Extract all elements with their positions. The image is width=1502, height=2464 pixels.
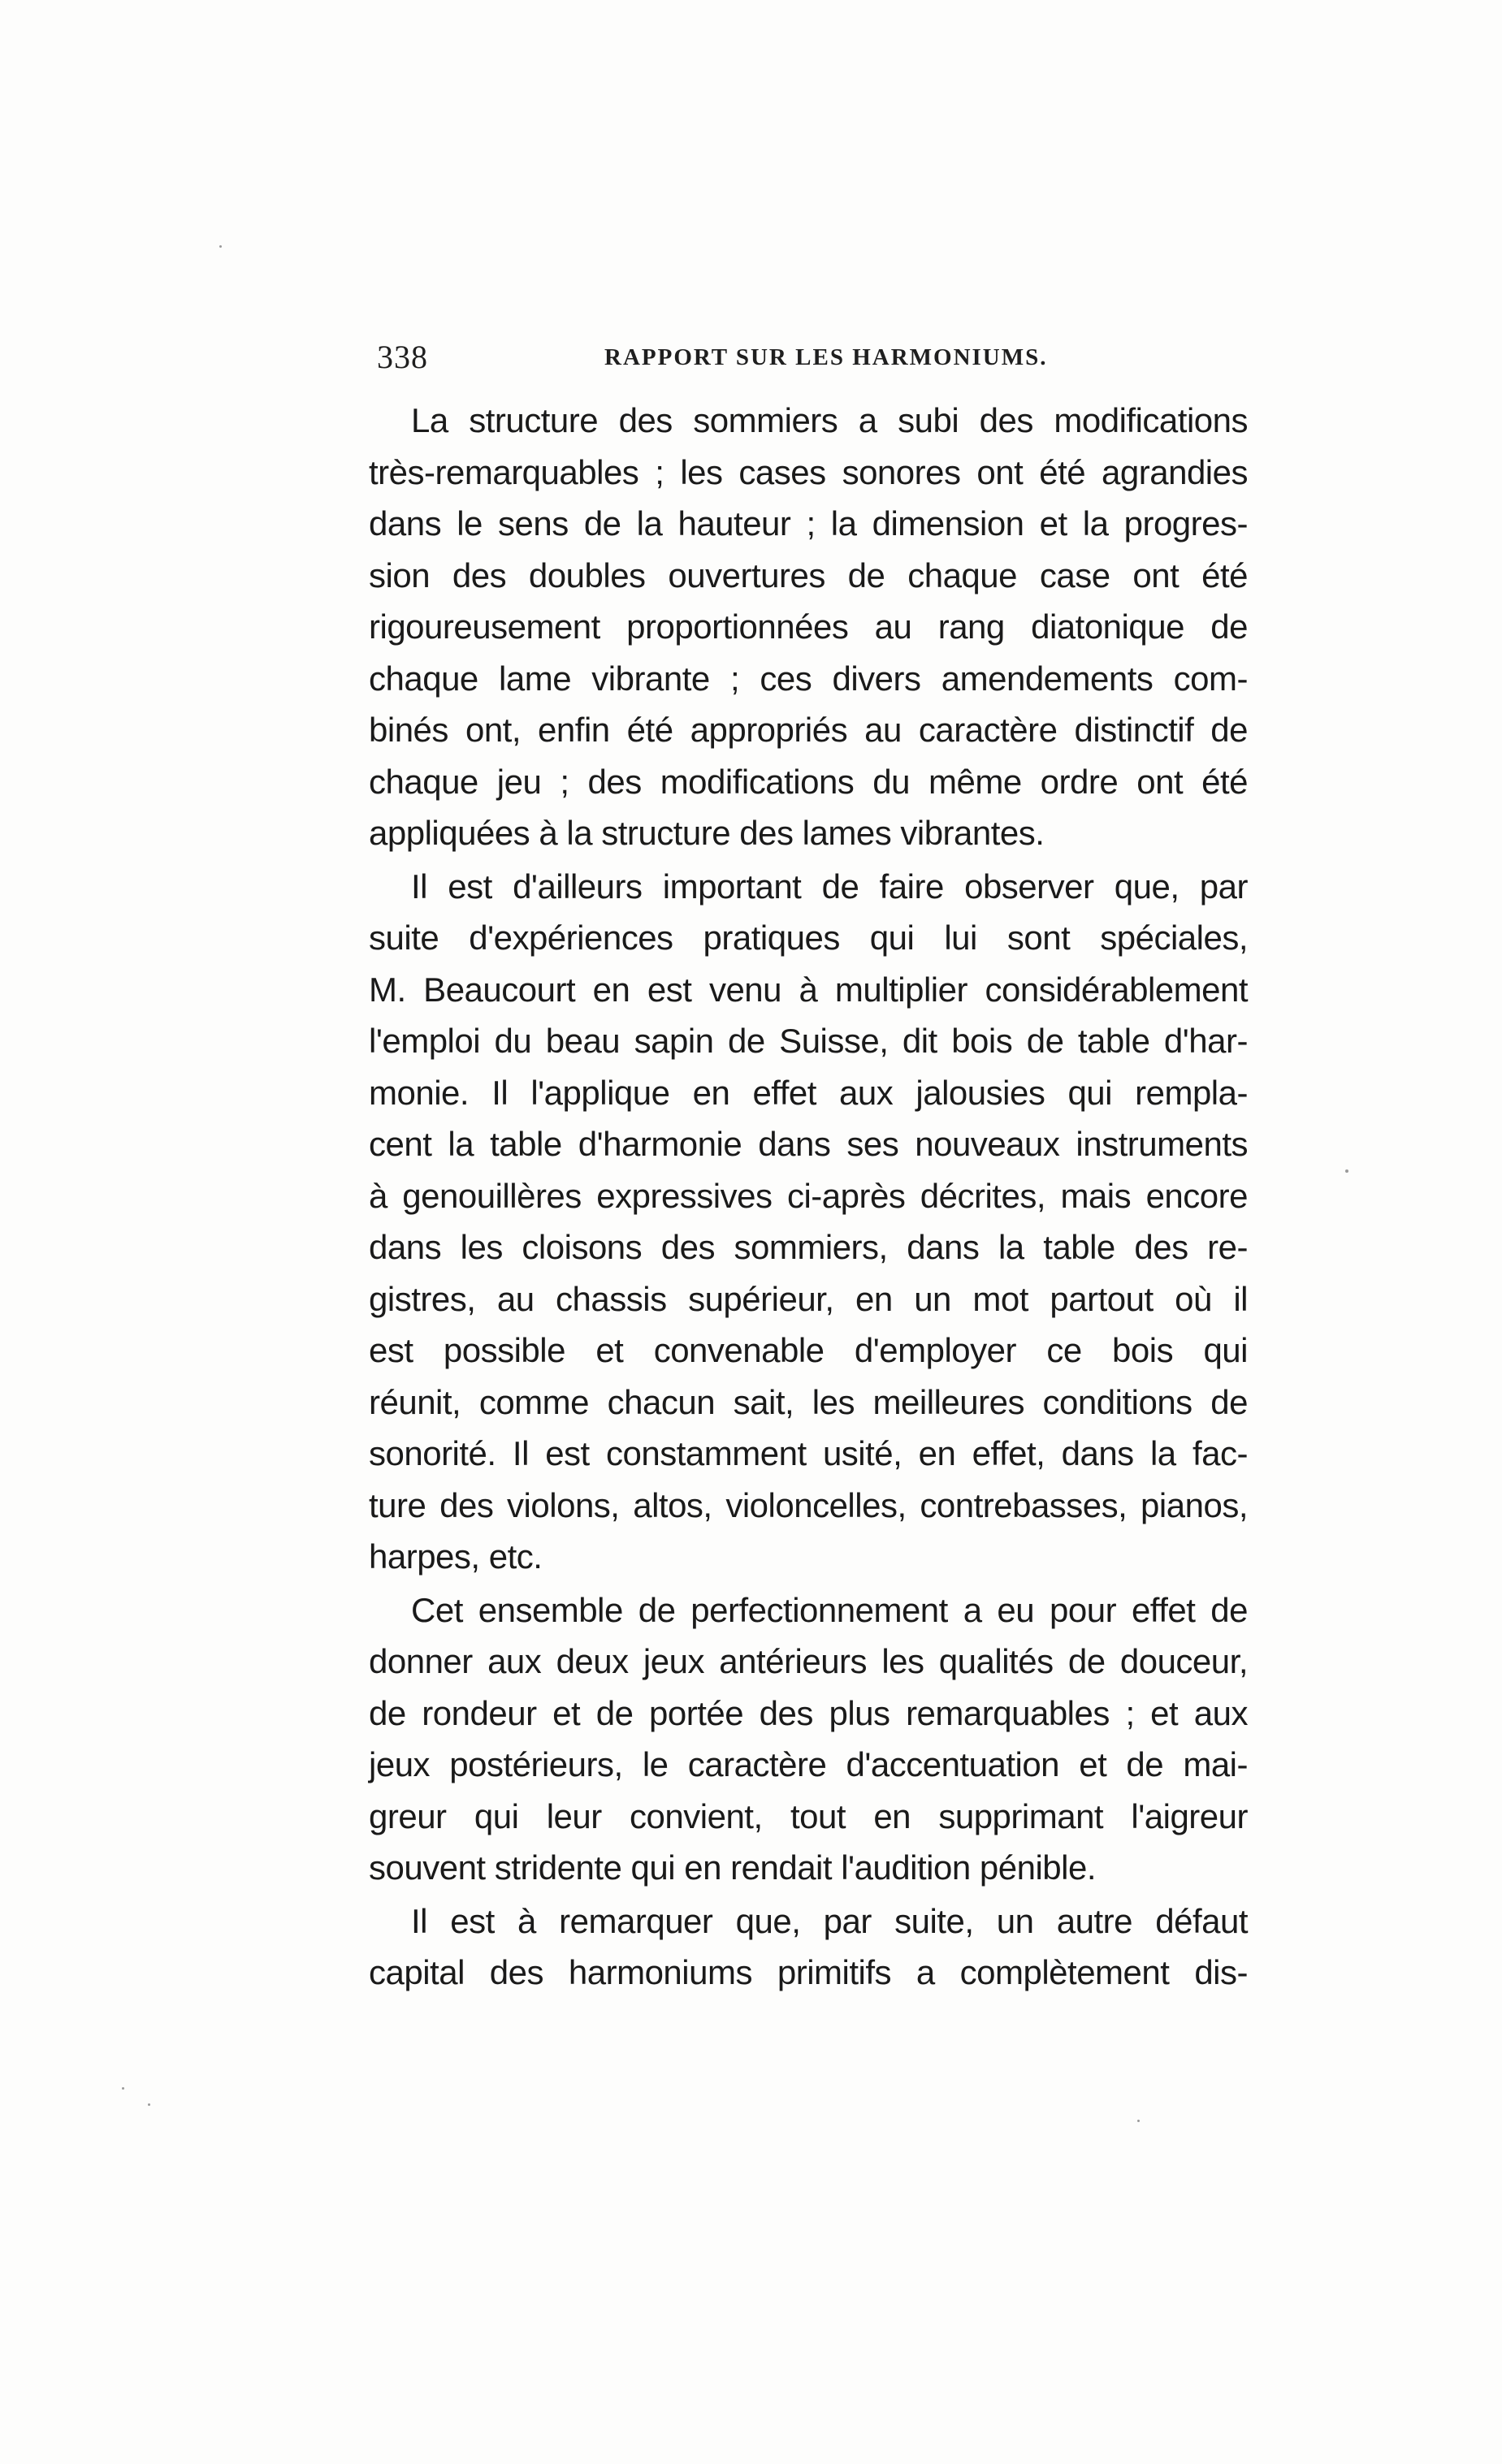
text-line: Il est d'ailleurs important de faire observer que, par — [411, 867, 1248, 906]
text-line: suite d'expériences pratiques qui lui sont spéciales, — [369, 919, 1248, 957]
text-line: très-remarquables ; les cases sonores ont été agrandies — [369, 452, 1248, 491]
body-text — [369, 395, 1248, 1999]
paper-speck — [122, 2087, 124, 2090]
text-line: appliquées à la structure des lames vibrantes. — [369, 814, 1045, 852]
paragraph-4 — [369, 1896, 1248, 1999]
text-line: souvent stridente qui en rendait l'audition pénible. — [369, 1848, 1096, 1887]
paragraph-2 — [369, 861, 1248, 1583]
text-line: l'emploi du beau sapin de Suisse, dit bois de table d'har- — [369, 1022, 1248, 1060]
text-line: chaque lame vibrante ; ces divers amendements com- — [369, 659, 1248, 698]
text-line: Cet ensemble de perfectionnement a eu pour effet de — [411, 1590, 1248, 1629]
text-line: jeux postérieurs, le caractère d'accentuation et de mai- — [369, 1745, 1248, 1783]
page-header — [377, 338, 1249, 387]
text-line: sion des doubles ouvertures de chaque case ont été — [369, 555, 1248, 594]
text-line: greur qui leur convient, tout en supprimant l'aigreur — [369, 1796, 1248, 1835]
text-line: dans les cloisons des sommiers, dans la table des re- — [369, 1228, 1248, 1266]
text-line: dans le sens de la hauteur ; la dimension et la progres- — [369, 504, 1248, 543]
paper-speck — [219, 245, 222, 248]
text-line: Il est à remarquer que, par suite, un autre défaut — [411, 1901, 1248, 1940]
text-line: gistres, au chassis supérieur, en un mot partout où il — [369, 1279, 1248, 1318]
paragraph-3 — [369, 1584, 1248, 1894]
text-line: est possible et convenable d'employer ce bois qui — [369, 1331, 1248, 1369]
text-line: capital des harmoniums primitifs a complètement dis- — [369, 1953, 1248, 1991]
text-line: de rondeur et de portée des plus remarquables ; et aux — [369, 1693, 1248, 1732]
text-line: harpes, etc. — [369, 1537, 543, 1576]
paragraph-1 — [369, 395, 1248, 859]
text-line: chaque jeu ; des modifications du même ordre ont été — [369, 762, 1248, 801]
text-line: donner aux deux jeux antérieurs les qualités de douceur, — [369, 1642, 1248, 1680]
page-number: 338 — [377, 339, 428, 375]
text-line: binés ont, enfin été appropriés au caractère distinctif de — [369, 711, 1248, 749]
text-line: à genouillères expressives ci-après décrites, mais encore — [369, 1176, 1248, 1215]
running-head: RAPPORT SUR LES HARMONIUMS. — [604, 344, 1048, 370]
text-line: réunit, comme chacun sait, les meilleures conditions de — [369, 1382, 1248, 1421]
paper-speck — [1137, 2120, 1140, 2122]
text-line: rigoureusement proportionnées au rang diatonique de — [369, 607, 1248, 646]
text-line: ture des violons, altos, violoncelles, contrebasses, pianos, — [369, 1485, 1248, 1524]
text-line: monie. Il l'applique en effet aux jalousies qui rempla- — [369, 1073, 1248, 1112]
text-line: sonorité. Il est constamment usité, en effet, dans la fac- — [369, 1434, 1248, 1472]
text-line: La structure des sommiers a subi des modifications — [411, 401, 1248, 439]
text-line: M. Beaucourt en est venu à multiplier considérablement — [369, 970, 1248, 1009]
paper-speck — [1345, 1169, 1348, 1173]
text-line: cent la table d'harmonie dans ses nouveaux instruments — [369, 1125, 1248, 1163]
paper-speck — [148, 2103, 150, 2106]
